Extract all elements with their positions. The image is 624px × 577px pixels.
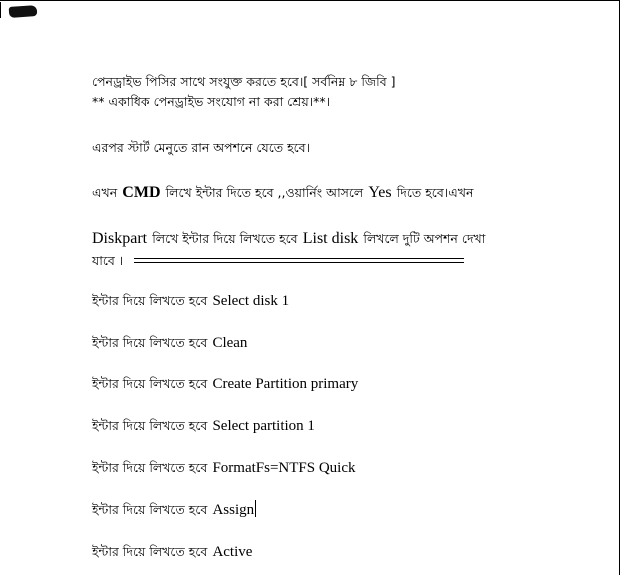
- instruction-prefix: ইন্টার দিয়ে লিখতে হবে: [92, 335, 208, 350]
- text-segment: লিখে ইন্টার দিতে হবে ,,ওয়ার্নিং আসলে: [165, 185, 364, 200]
- double-underline: [134, 258, 464, 263]
- list-disk-keyword: List disk: [302, 230, 359, 247]
- text-segment: লিখে ইন্টার দিয়ে লিখতে হবে: [152, 231, 298, 246]
- ink-blot: [9, 5, 38, 18]
- page-corner-mark: [0, 2, 9, 18]
- diskpart-keyword: Diskpart: [92, 230, 148, 247]
- command-line-4: [92, 415, 315, 438]
- command-line-1: [92, 290, 289, 313]
- command-line-2: [92, 332, 247, 355]
- command-text: FormatFs=NTFS Quick: [212, 460, 356, 476]
- yes-keyword: Yes: [368, 184, 392, 201]
- cmd-keyword: CMD: [122, 184, 161, 201]
- command-line-7: [92, 541, 252, 564]
- command-line-5: [92, 457, 356, 480]
- command-text: Select partition 1: [212, 418, 315, 434]
- instruction-prefix: ইন্টার দিয়ে লিখতে হবে: [92, 460, 208, 475]
- instruction-prefix: ইন্টার দিয়ে লিখতে হবে: [92, 418, 208, 433]
- command-text: Select disk 1: [212, 293, 290, 309]
- command-text: Create Partition primary: [212, 376, 359, 392]
- command-line-6: [92, 499, 256, 522]
- text-segment: যাবে ।: [92, 253, 124, 268]
- paragraph-connect-pendrive: পেনড্রাইভ পিসির সাথে সংযুক্ত করতে হবে।[ সর্বনিম্ন ৮ জিবি ]: [92, 74, 396, 89]
- paragraph-note: ** একাধিক পেনড্রাইভ সংযোগ না করা শ্রেয়।**।: [92, 94, 331, 109]
- command-text: Active: [212, 544, 253, 560]
- command-line-3: [92, 373, 358, 396]
- instruction-prefix: ইন্টার দিয়ে লিখতে হবে: [92, 376, 208, 391]
- instruction-prefix: ইন্টার দিয়ে লিখতে হবে: [92, 502, 208, 517]
- text-segment: দিতে হবে।এখন: [396, 185, 474, 200]
- paragraph-diskpart-cont: [92, 250, 464, 273]
- command-text: Assign: [212, 502, 255, 518]
- paragraph-diskpart: [92, 228, 485, 251]
- command-text: Clean: [212, 335, 248, 351]
- text-segment: লিখলে দুটি অপশন দেখা: [363, 231, 486, 246]
- paragraph-run-option: এরপর স্টার্ট মেনুতে রান অপশনে যেতে হবে।: [92, 140, 311, 155]
- instruction-prefix: ইন্টার দিয়ে লিখতে হবে: [92, 293, 208, 308]
- text-segment: এখন: [92, 185, 118, 200]
- text-cursor: [255, 500, 256, 517]
- paragraph-cmd: [92, 182, 473, 205]
- instruction-prefix: ইন্টার দিয়ে লিখতে হবে: [92, 544, 208, 559]
